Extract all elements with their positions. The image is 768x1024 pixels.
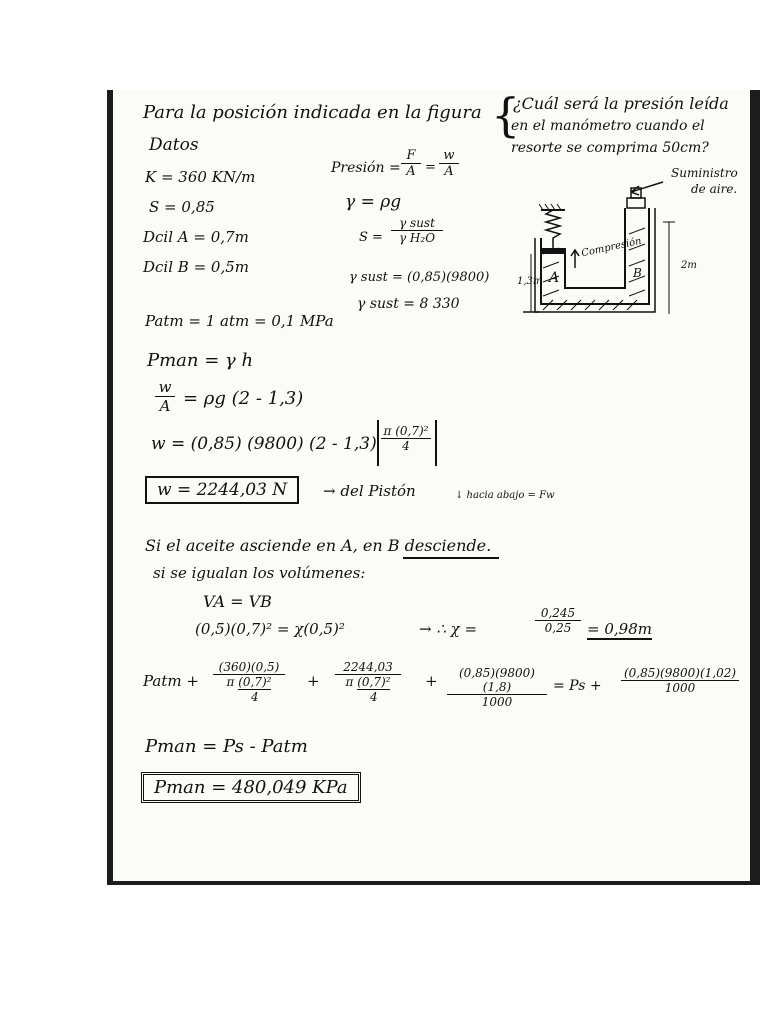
fig-aire: de aire.	[691, 182, 738, 196]
question-line-1: ¿Cuál será la presión leída	[513, 94, 729, 113]
eq-fraction-2: 2244,03 π $\frac{\text{(0,7)²}}{4}$	[335, 660, 401, 704]
k-value: K = 360 KN/m	[145, 168, 256, 186]
line-aceite: Si el aceite asciende en A, en B desciende.	[145, 536, 492, 555]
brace: {	[491, 90, 521, 142]
therefore-x: → ∴ χ =	[419, 620, 478, 638]
eq-plus-1: +	[307, 672, 320, 690]
dcil-a: Dcil A = 0,7m	[143, 228, 249, 246]
pman-result-box: Pman = 480,049 KPa	[141, 772, 361, 803]
fig-label-a: A	[549, 270, 560, 286]
line-volumenes: si se igualan los volúmenes:	[153, 564, 366, 582]
eq-ps: = Ps +	[553, 678, 602, 694]
presion-label: Presión =	[331, 160, 401, 176]
w-equation: w = (0,85) (9800) (2 - 1,3)	[151, 434, 377, 454]
x-fraction: $\frac{0,245}{0,25}$	[535, 606, 581, 635]
eq-fraction-4: $\frac{(0,85)(9800)(1,02)}{1000}$	[621, 666, 739, 695]
question-line-2: en el manómetro cuando el	[511, 118, 705, 134]
gamma-rho-g: γ = ρg	[345, 192, 402, 212]
w-result-box: w = 2244,03 N	[145, 476, 299, 504]
w-note: ↓ hacia abajo = Fw	[455, 490, 555, 501]
w-over-a-fraction: $\frac{w}{A}$	[155, 378, 175, 415]
eq-fraction-3: $\frac{(0,85)(9800)(1,8)}{1000}$	[447, 666, 547, 709]
notebook-page	[107, 90, 760, 885]
s-eq-label: S =	[359, 230, 383, 245]
volume-equation: (0,5)(0,7)² = χ(0,5)²	[195, 620, 345, 638]
s-eq-fraction: γ sust γ H₂O	[391, 216, 443, 245]
x-result: = 0,98m	[587, 620, 652, 638]
fig-suministro: Suministro	[671, 166, 738, 180]
s-value: S = 0,85	[149, 198, 215, 216]
w-area-fraction: $\frac{\text{π (0,7)²}}{4}$	[381, 424, 431, 453]
fig-dim-2m: 2m	[681, 260, 697, 271]
presion-fraction-2: $\frac{w}{A}$	[439, 148, 459, 179]
fig-compresion: Compresión	[580, 235, 643, 260]
gamma-sust-2: γ sust = 8 330	[357, 296, 460, 312]
eq-patm: Patm +	[143, 672, 199, 690]
presion-fraction-1: $\frac{F}{A}$	[401, 148, 421, 179]
pman-definition: Pman = Ps - Patm	[145, 736, 308, 757]
pman-gamma-h: Pman = γ h	[147, 350, 254, 371]
eq-plus-2: +	[425, 672, 438, 690]
gamma-sust-1: γ sust = (0,85)(9800)	[349, 270, 490, 285]
question-line-3: resorte se comprima 50cm?	[511, 140, 709, 156]
equals-sign: =	[425, 160, 436, 175]
dcil-b: Dcil B = 0,5m	[143, 258, 249, 276]
eq-fraction-1: (360)(0,5) π $\frac{\text{(0,7)²}}{4}$	[213, 660, 285, 704]
w-arrow-text: → del Pistón	[323, 482, 416, 500]
w-over-a-rhs: = ρg (2 - 1,3)	[183, 388, 304, 409]
fig-label-b: B	[633, 266, 642, 280]
fig-dim-1-3: 1,3m	[517, 276, 543, 287]
va-vb: VA = VB	[203, 592, 272, 611]
datos-label: Datos	[149, 135, 199, 155]
problem-title: Para la posición indicada en la figura	[143, 102, 482, 123]
patm-line: Patm = 1 atm = 0,1 MPa	[145, 312, 334, 330]
underline-desciende	[403, 557, 499, 559]
